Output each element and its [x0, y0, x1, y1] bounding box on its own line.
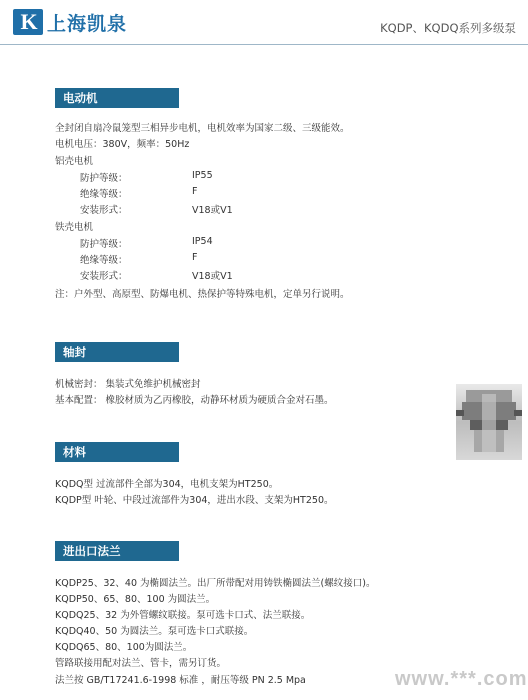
- spec-value: V18或V1: [192, 205, 233, 216]
- spec-key: 安装形式：: [80, 205, 128, 216]
- material-kqdq: KQDQ型 过流部件全部为304，电机支架为HT250。: [55, 479, 279, 490]
- spec-value: IP55: [192, 170, 213, 181]
- spec-key: 防护等级：: [80, 239, 128, 250]
- spec-key: 绝缘等级：: [80, 255, 128, 266]
- mechanical-seal-image: [456, 384, 522, 460]
- spec-key: 安装形式：: [80, 271, 128, 282]
- flange-line: KQDQ65、80、100为圆法兰。: [55, 642, 193, 653]
- section-title-material: 材料: [55, 442, 179, 462]
- spec-value: V18或V1: [192, 271, 233, 282]
- spec-value: F: [192, 186, 198, 197]
- seal-config: 基本配置： 橡胶材质为乙丙橡胶，动静环材质为硬质合金对石墨。: [55, 395, 334, 406]
- spec-key: 防护等级：: [80, 173, 128, 184]
- seal-mechanical: 机械密封： 集装式免维护机械密封: [55, 379, 201, 390]
- page-header: [0, 0, 528, 48]
- brand-name: 上海凯泉: [47, 12, 128, 35]
- logo-mark-icon: K: [13, 9, 43, 35]
- watermark: www.***.com: [395, 668, 528, 690]
- spec-key: 绝缘等级：: [80, 189, 128, 200]
- flange-line: KQDQ40、50 为圆法兰。泵可选卡口式联接。: [55, 626, 254, 637]
- al-motor-title: 铝壳电机: [55, 156, 94, 167]
- brand-logo: [13, 9, 127, 35]
- header-divider: [0, 44, 528, 45]
- spec-value: F: [192, 252, 198, 263]
- motor-note: 注：户外型、高原型、防爆电机、热保护等特殊电机，定单另行说明。: [55, 289, 350, 300]
- motor-voltage: 电机电压：380V，频率：50Hz: [55, 139, 190, 150]
- motor-desc: 全封闭自扇冷鼠笼型三相异步电机，电机效率为国家二级、三级能效。: [55, 123, 350, 134]
- section-title-flange: 进出口法兰: [55, 541, 179, 561]
- flange-standard: 法兰按 GB/T17241.6-1998 标准 ，耐压等级 PN 2.5 Mpa: [55, 675, 306, 686]
- flange-line: KQDQ25、32 为外管螺纹联接。泵可选卡口式、法兰联接。: [55, 610, 311, 621]
- flange-line: KQDP25、32、40 为椭圆法兰。出厂所带配对用铸铁椭圆法兰(螺纹接口)。: [55, 578, 376, 589]
- section-title-motor: 电动机: [55, 88, 179, 108]
- section-title-seal: 轴封: [55, 342, 179, 362]
- flange-line: KQDP50、65、80、100 为圆法兰。: [55, 594, 216, 605]
- spec-value: IP54: [192, 236, 213, 247]
- flange-line: 管路联接用配对法兰、管卡，需另订货。: [55, 658, 227, 669]
- series-title: KQDP、KQDQ系列多级泵: [380, 21, 516, 35]
- fe-motor-title: 铁壳电机: [55, 222, 94, 233]
- material-kqdp: KQDP型 叶轮、中段过流部件为304，进出水段、支架为HT250。: [55, 495, 334, 506]
